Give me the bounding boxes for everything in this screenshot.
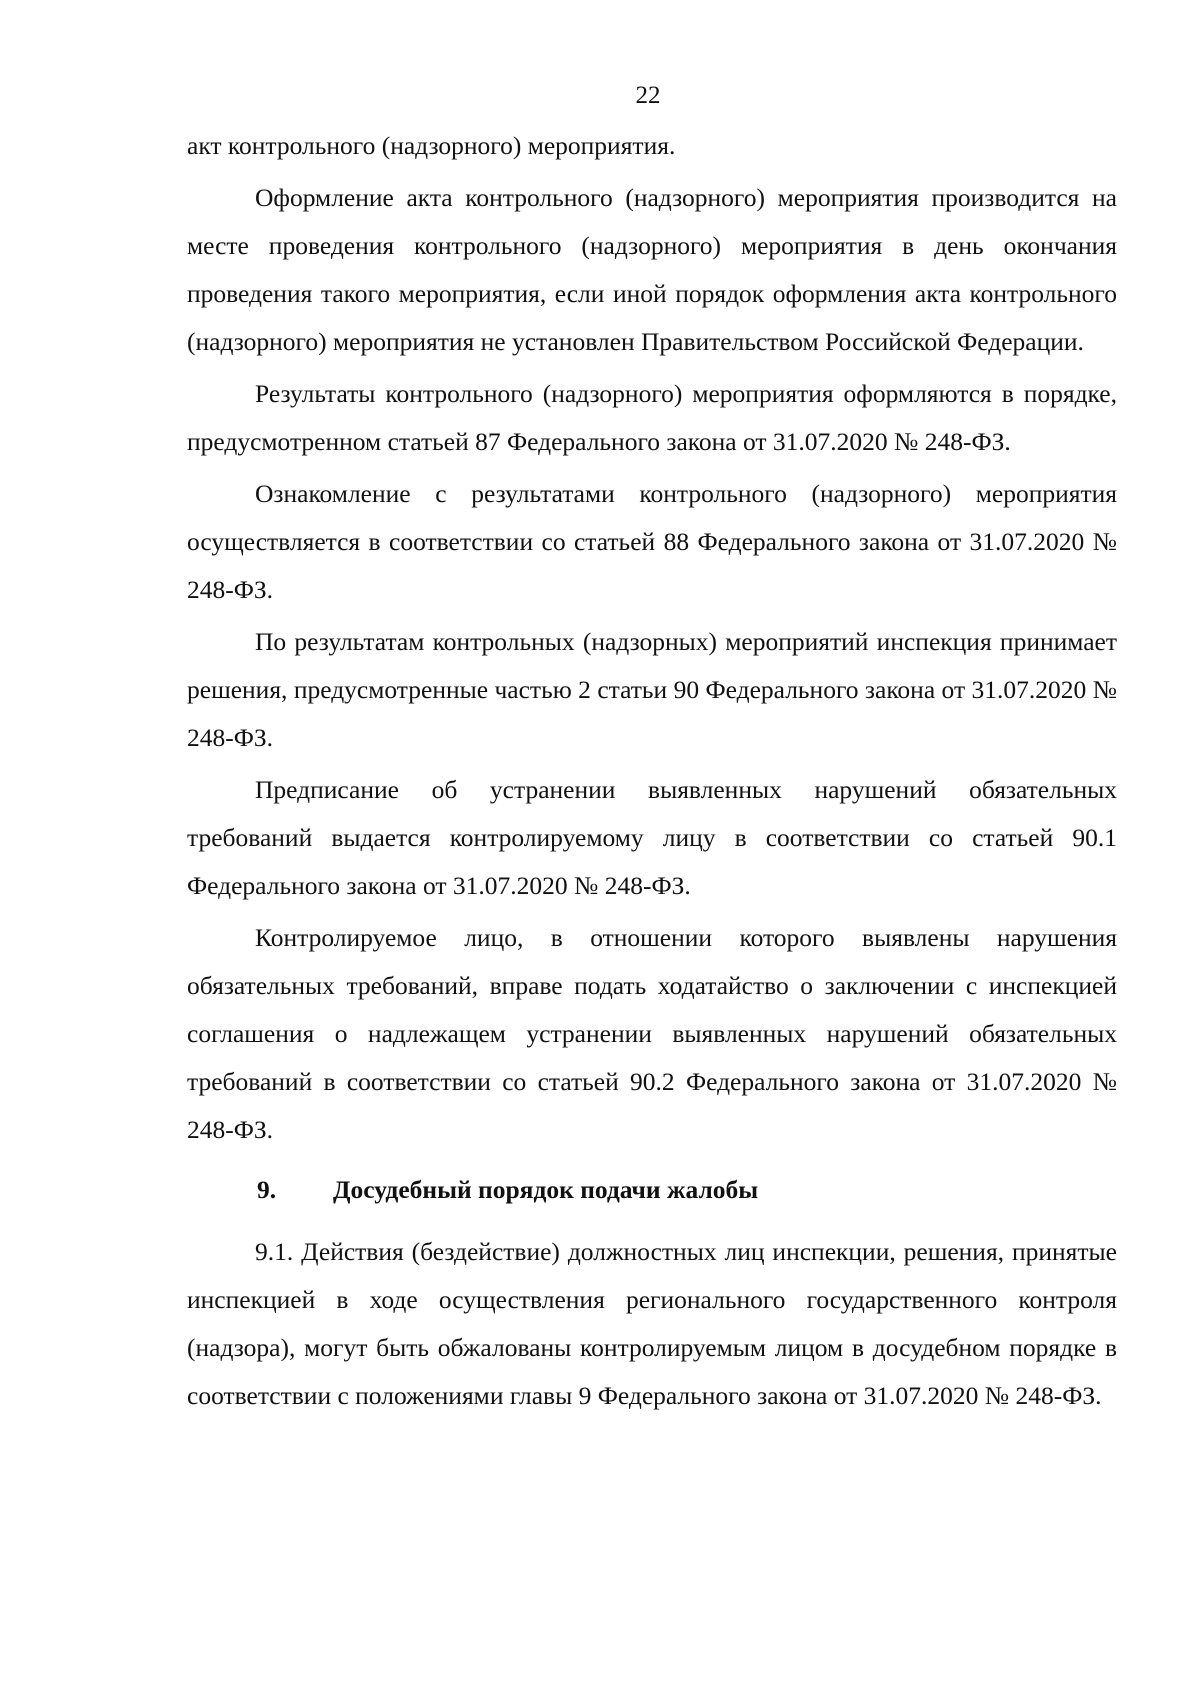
- section-heading: [187, 1166, 1117, 1214]
- paragraph: Контролируемое лицо, в отношении которого выявлены нарушения обязательных требований, вправе подать ходатайство о заключении с инспекцией соглашения о надлежащем устранении выявленных нарушений обязательных требований в соответствии со статьей 90.2 Федерального закона от 31.07.2020 № 248-ФЗ.: [187, 923, 1117, 1144]
- document-body: [187, 122, 1117, 1420]
- section-title: Досудебный порядок подачи жалобы: [333, 1175, 759, 1204]
- paragraph: 9.1. Действия (бездействие) должностных лиц инспекции, решения, принятые инспекцией в ходе осуществления регионального государственного контроля (надзора), могут быть обжалованы контролируемым лицом в досудебном порядке в соответствии с положениями главы 9 Федерального закона от 31.07.2020 № 248-ФЗ.: [187, 1237, 1117, 1410]
- paragraph: Предписание об устранении выявленных нарушений обязательных требований выдается контролируемому лицу в соответствии со статьей 90.1 Федерального закона от 31.07.2020 № 248-ФЗ.: [187, 775, 1117, 900]
- paragraph: Оформление акта контрольного (надзорного) мероприятия производится на месте проведения контрольного (надзорного) мероприятия в день окончания проведения такого мероприятия, если иной порядок оформления акта контрольного (надзорного) мероприятия не установлен Правительством Российской Федерации.: [187, 183, 1117, 356]
- paragraph: акт контрольного (надзорного) мероприятия.: [187, 131, 676, 160]
- paragraph: По результатам контрольных (надзорных) мероприятий инспекция принимает решения, предусмотренные частью 2 статьи 90 Федерального закона от 31.07.2020 № 248-ФЗ.: [187, 627, 1117, 752]
- paragraph: Ознакомление с результатами контрольного (надзорного) мероприятия осуществляется в соответствии со статьей 88 Федерального закона от 31.07.2020 № 248-ФЗ.: [187, 479, 1117, 604]
- section-number: 9.: [257, 1175, 277, 1204]
- paragraph: Результаты контрольного (надзорного) мероприятия оформляются в порядке, предусмотренном статьей 87 Федерального закона от 31.07.2020 № 248-ФЗ.: [187, 379, 1117, 456]
- page-number: 22: [635, 82, 661, 109]
